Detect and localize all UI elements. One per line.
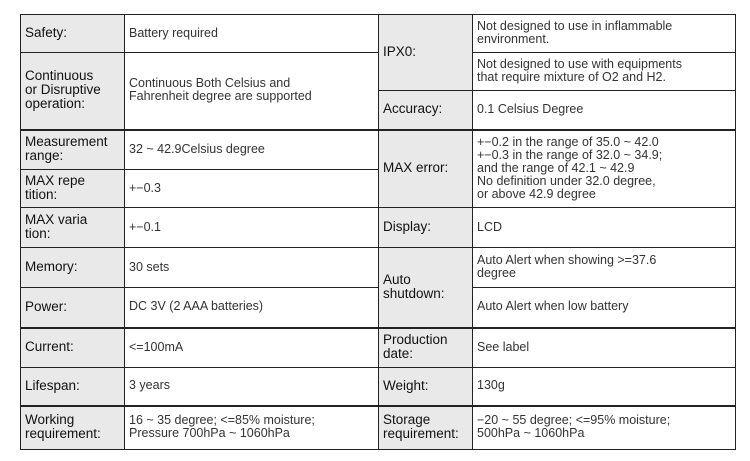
auto-shutdown-value-1: Auto Alert when showing >=37.6 degree [473, 248, 736, 288]
ipx0-value-1: Not designed to use in inflammable environment. [473, 15, 736, 53]
ipx0-value-2: Not designed to use with equipments that require mixture of O2 and H2. [473, 53, 736, 91]
table-row [21, 15, 736, 53]
weight-label: Weight: [379, 368, 473, 406]
max-repetition-label: MAX repe tition: [21, 170, 125, 208]
table-row [21, 248, 736, 288]
table-row [21, 406, 736, 450]
storage-requirement-value: −20 ~ 55 degree; <=95% moisture; 500hPa ~ 1060hPa [473, 406, 736, 450]
display-value: LCD [473, 208, 736, 248]
current-value: <=100mA [125, 328, 379, 368]
storage-requirement-label: Storage requirement: [379, 406, 473, 450]
lifespan-value: 3 years [125, 368, 379, 406]
accuracy-value: 0.1 Celsius Degree [473, 91, 736, 130]
display-label: Display: [379, 208, 473, 248]
production-date-value: See label [473, 328, 736, 368]
auto-shutdown-label: Auto shutdown: [379, 248, 473, 328]
operation-value: Continuous Both Celsius and Fahrenheit degree are supported [125, 53, 379, 130]
accuracy-label: Accuracy: [379, 91, 473, 130]
spec-table [20, 14, 736, 450]
safety-value: Battery required [125, 15, 379, 53]
table-row [21, 288, 736, 328]
lifespan-label: Lifespan: [21, 368, 125, 406]
table-row [21, 328, 736, 368]
measurement-range-label: Measurement range: [21, 130, 125, 170]
table-row [21, 368, 736, 406]
table-row [21, 208, 736, 248]
power-label: Power: [21, 288, 125, 328]
working-requirement-value: 16 ~ 35 degree; <=85% moisture; Pressure 700hPa ~ 1060hPa [125, 406, 379, 450]
max-error-value: +−0.2 in the range of 35.0 ~ 42.0 +−0.3 in the range of 32.0 ~ 34.9; and the range of 42.1 ~ 42.9 No definition under 32.0 degree, or above 42.9 degree [473, 130, 736, 208]
max-variation-value: +−0.1 [125, 208, 379, 248]
ipx0-label: IPX0: [379, 15, 473, 91]
max-error-label: MAX error: [379, 130, 473, 208]
working-requirement-label: Working requirement: [21, 406, 125, 450]
auto-shutdown-value-2: Auto Alert when low battery [473, 288, 736, 328]
memory-value: 30 sets [125, 248, 379, 288]
measurement-range-value: 32 ~ 42.9Celsius degree [125, 130, 379, 170]
power-value: DC 3V (2 AAA batteries) [125, 288, 379, 328]
max-repetition-value: +−0.3 [125, 170, 379, 208]
weight-value: 130g [473, 368, 736, 406]
max-variation-label: MAX varia tion: [21, 208, 125, 248]
operation-label: Continuous or Disruptive operation: [21, 53, 125, 130]
safety-label: Safety: [21, 15, 125, 53]
table-row [21, 130, 736, 170]
current-label: Current: [21, 328, 125, 368]
table-row [21, 53, 736, 91]
memory-label: Memory: [21, 248, 125, 288]
production-date-label: Production date: [379, 328, 473, 368]
